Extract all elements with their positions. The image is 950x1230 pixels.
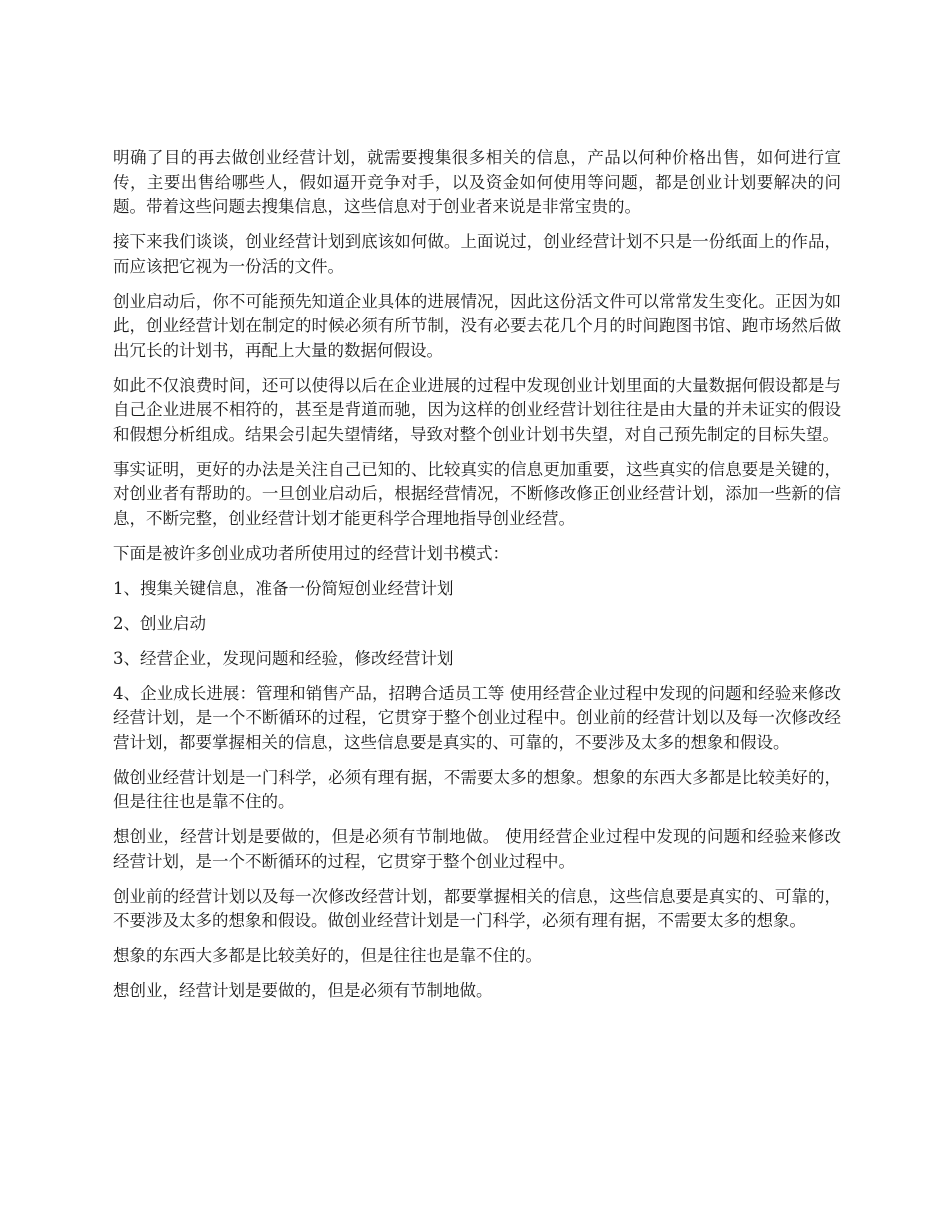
list-item: 3、经营企业，发现问题和经验，修改经营计划 <box>113 648 454 668</box>
paragraph: 想创业，经营计划是要做的，但是必须有节制地做。 使用经营企业过程中发现的问题和经验来修改经营计划，是一个不断循环的过程，它贯穿于整个创业过程中。 <box>113 827 841 871</box>
document-body <box>113 146 841 1014</box>
list-item: 4、企业成长进展：管理和销售产品，招聘合适员工等 使用经营企业过程中发现的问题和经验来修改经营计划，是一个不断循环的过程，它贯穿于整个创业过程中。创业前的经营计划以及每一次修改经营计划，都要掌握相关的信息，这些信息要是真实的、可靠的，不要涉及太多的想象和假设。 <box>113 683 841 752</box>
paragraph: 下面是被许多创业成功者所使用过的经营计划书模式： <box>113 543 509 563</box>
list-item: 2、创业启动 <box>113 613 206 633</box>
paragraph: 创业启动后，你不可能预先知道企业具体的进展情况，因此这份活文件可以常常发生变化。正因为如此，创业经营计划在制定的时候必须有所节制，没有必要去花几个月的时间跑图书馆、跑市场然后做出冗长的计划书，再配上大量的数据何假设。 <box>113 291 841 360</box>
paragraph: 想创业，经营计划是要做的，但是必须有节制地做。 <box>113 981 493 1000</box>
paragraph: 事实证明，更好的办法是关注自己已知的、比较真实的信息更加重要，这些真实的信息要是关键的，对创业者有帮助的。一旦创业启动后，根据经营情况，不断修改修正创业经营计划，添加一些新的信息，不断完整，创业经营计划才能更科学合理地指导创业经营。 <box>113 459 841 528</box>
paragraph: 接下来我们谈谈，创业经营计划到底该如何做。上面说过，创业经营计划不只是一份纸面上的作品，而应该把它视为一份活的文件。 <box>113 232 841 276</box>
paragraph: 如此不仅浪费时间，还可以使得以后在企业进展的过程中发现创业计划里面的大量数据何假设都是与自己企业进展不相符的，甚至是背道而驰，因为这样的创业经营计划往往是由大量的并未证实的假设和假想分析组成。结果会引起失望情绪，导致对整个创业计划书失望，对自己预先制定的目标失望。 <box>113 375 841 444</box>
list-item: 1、搜集关键信息，准备一份简短创业经营计划 <box>113 578 454 598</box>
paragraph: 明确了目的再去做创业经营计划，就需要搜集很多相关的信息，产品以何种价格出售，如何进行宣传，主要出售给哪些人，假如逼开竞争对手，以及资金如何使用等问题，都是创业计划要解决的问题。带着这些问题去搜集信息，这些信息对于创业者来说是非常宝贵的。 <box>113 148 841 216</box>
paragraph: 想象的东西大多都是比较美好的，但是往往也是靠不住的。 <box>113 946 542 965</box>
paragraph: 创业前的经营计划以及每一次修改经营计划，都要掌握相关的信息，这些信息要是真实的、可靠的，不要涉及太多的想象和假设。做创业经营计划是一门科学，必须有理有据，不需要太多的想象。 <box>113 886 841 930</box>
paragraph: 做创业经营计划是一门科学，必须有理有据，不需要太多的想象。想象的东西大多都是比较美好的，但是往往也是靠不住的。 <box>113 767 841 811</box>
